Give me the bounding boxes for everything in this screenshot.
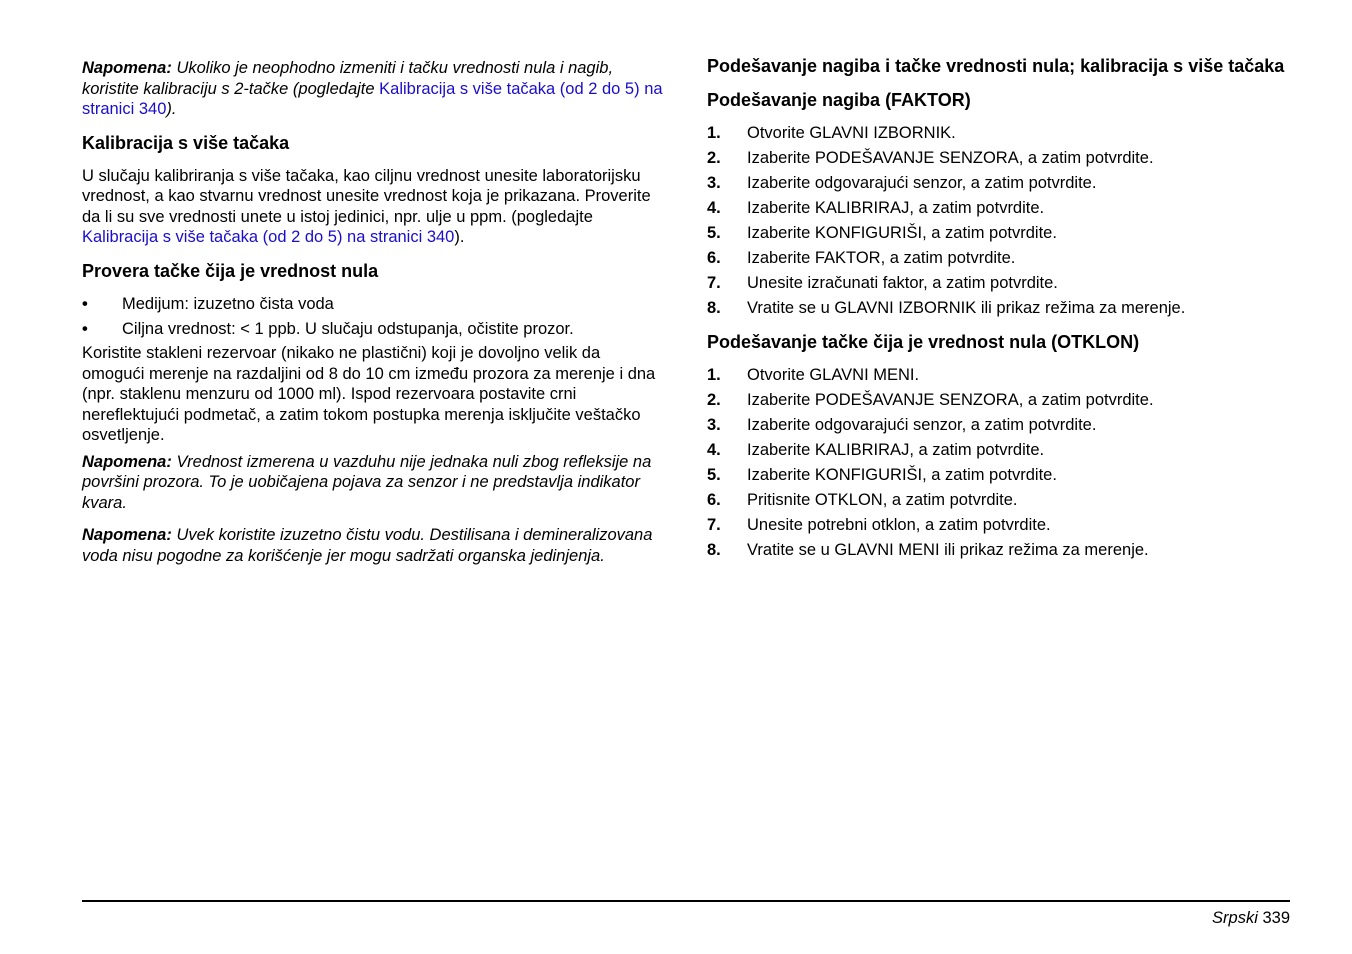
note-tail: ). [166,100,177,118]
list-item: 3. Izaberite odgovarajući senzor, a zatim potvrdite. [707,174,1097,192]
list-item: • Ciljna vrednost: < 1 ppb. U slučaju odstupanja, očistite prozor. [82,319,574,338]
step-number: 8. [707,540,721,559]
list-item: 5. Izaberite KONFIGURIŠI, a zatim potvrdite. [707,224,1057,242]
step-number: 5. [707,224,721,242]
step-number: 3. [707,174,721,192]
list-item: 1. Otvorite GLAVNI IZBORNIK. [707,124,956,142]
list-item: 6. Pritisnite OTKLON, a zatim potvrdite. [707,490,1018,509]
list-item: 4. Izaberite KALIBRIRAJ, a zatim potvrdite. [707,440,1045,459]
list-item: 2. Izaberite PODEŠAVANJE SENZORA, a zatim potvrdite. [707,149,1154,167]
footer-language: Srpski [1212,909,1258,927]
list-item: 8. Vratite se u GLAVNI MENI ili prikaz režima za merenje. [707,540,1149,559]
list-item: 4. Izaberite KALIBRIRAJ, a zatim potvrdite. [707,199,1045,217]
step-number: 1. [707,124,721,142]
step-number: 4. [707,199,721,217]
step-number: 6. [707,249,721,267]
note-label: Napomena: [82,452,172,471]
heading-multi-point: Kalibracija s više tačaka [82,132,290,153]
list-item: 7. Unesite potrebni otklon, a zatim potvrdite. [707,515,1051,534]
list-item: 6. Izaberite FAKTOR, a zatim potvrdite. [707,249,1016,267]
link-multi-point-calibration[interactable]: Kalibracija s više tačaka (od 2 do 5) na stranici 340 [82,79,663,118]
note-text: Ukoliko je neophodno izmeniti i tačku vrednosti nula i nagib, koristite kalibraciju s 2-tačke (pogledajte [82,59,614,98]
note-label: Napomena: [82,59,172,77]
step-number: 4. [707,440,721,459]
footer-divider [82,900,1290,902]
offset-steps [707,365,1297,561]
list-item: 8. Vratite se u GLAVNI IZBORNIK ili prikaz režima za merenje. [707,299,1186,317]
step-number: 3. [707,415,721,434]
heading-factor: Podešavanje nagiba (FAKTOR) [707,90,971,110]
list-item: 1. Otvorite GLAVNI MENI. [707,365,920,384]
zero-check-list [82,294,665,340]
paragraph-zero-check: Koristite stakleni rezervoar (nikako ne plastični) koji je dovoljno velik da omogući merenje na razdaljini od 8 do 10 cm između prozora za merenje i dna (npr. staklenu menzuru od 1000 ml). Ispod rezervoara postavite crni nereflektujući podmetač, a zatim tokom postupka merenja isključite veštačko osvetljenje. [82,344,656,444]
note-air-measurement [82,452,665,514]
heading-slope-offset: Podešavanje nagiba i tačke vrednosti nula; kalibracija s više tačaka [707,56,1285,76]
page-footer [1212,908,1290,928]
right-column [707,57,1297,560]
list-item: 7. Unesite izračunati faktor, a zatim potvrdite. [707,274,1058,292]
note-label: Napomena: [82,526,172,544]
list-item: 3. Izaberite odgovarajući senzor, a zatim potvrdite. [707,415,1097,434]
bullet-icon: • [82,319,88,338]
step-number: 2. [707,390,721,409]
note-clean-water [82,525,665,566]
step-number: 8. [707,299,721,317]
step-number: 6. [707,490,721,509]
step-number: 5. [707,465,721,484]
heading-offset: Podešavanje tačke čija je vrednost nula (OTKLON) [707,331,1140,352]
step-number: 1. [707,365,721,384]
factor-steps [707,123,1297,319]
list-item: 5. Izaberite KONFIGURIŠI, a zatim potvrdite. [707,465,1057,484]
heading-zero-check: Provera tačke čija je vrednost nula [82,260,379,281]
step-number: 7. [707,515,721,534]
paragraph-text: U slučaju kalibriranja s više tačaka, kao ciljnu vrednost unesite laboratorijsku vrednost, a kao stvarnu vrednost unesite vrednost koja je prikazana. Proverite da li su sve vrednosti unete u istoj jedinici, npr. ulje u ppm. (pogledajte [82,166,651,226]
step-number: 2. [707,149,721,167]
note-two-point [82,58,665,120]
bullet-icon: • [82,294,88,313]
list-item: 2. Izaberite PODEŠAVANJE SENZORA, a zatim potvrdite. [707,390,1154,409]
list-item: • Medijum: izuzetno čista voda [82,294,334,313]
paragraph-tail: ). [454,228,465,246]
page-number: 339 [1262,909,1290,927]
note-text: Vrednost izmerena u vazduhu nije jednaka nuli zbog refleksije na površini prozora. To je uobičajena pojava za senzor i ne predstavlja indikator kvara. [82,452,652,512]
link-multi-point-calibration[interactable]: Kalibracija s više tačaka (od 2 do 5) na stranici 340 [82,228,455,246]
left-column [82,57,665,566]
paragraph-multi-point [82,166,665,248]
note-text: Uvek koristite izuzetno čistu vodu. Destilisana i demineralizovana voda nisu pogodne za korišćenje jer mogu sadržati organska jedinjenja. [82,526,653,565]
step-number: 7. [707,274,721,292]
